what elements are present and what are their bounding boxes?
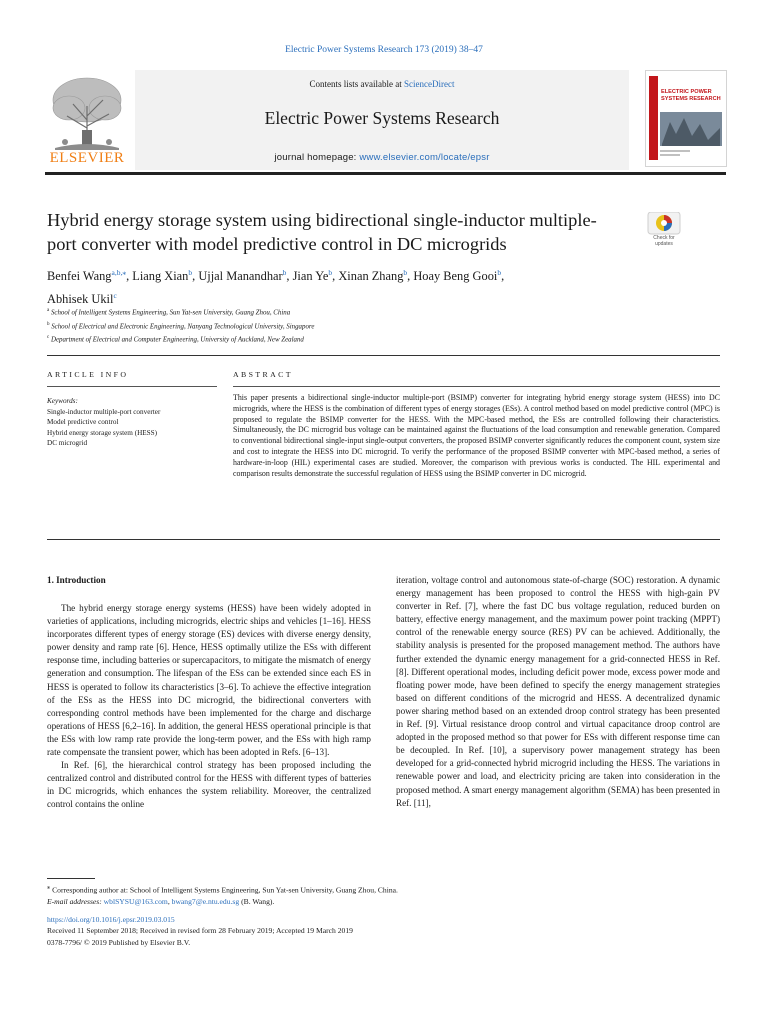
affiliation-item	[47, 319, 697, 333]
author-name[interactable]: Xinan Zhang	[338, 269, 404, 284]
article-info-rule	[47, 386, 217, 387]
author-name[interactable]: Hoay Beng Gooi	[413, 269, 498, 284]
body-paragraph: In Ref. [6], the hierarchical control strategy has been proposed including the centralized control and distributed control for the HESS with different types of batteries in DC microgrids, which enhances the system reliability. Moreover, the centralized control contains the online	[47, 760, 371, 810]
affiliation-item	[47, 305, 697, 319]
homepage-label: journal homepage:	[274, 152, 360, 163]
email-owner: (B. Wang).	[241, 896, 275, 906]
author-list: Benfei Wang$^{a,b,⁎}$, Liang Xian$^b$, Ujjal Manandhar$^b$, Jian Ye$^b$, Xinan Zhang$^b$, Hoay Beng Gooi$^b$, Abhisek Ukil$^c$	[47, 268, 505, 307]
contents-prefix: Contents lists available at	[309, 79, 404, 89]
author-name[interactable]: Liang Xian	[132, 269, 189, 284]
abstract-bottom-divider	[47, 539, 720, 540]
keywords-block	[47, 396, 222, 449]
email-link[interactable]: bwang7@e.ntu.edu.sg	[171, 896, 240, 906]
corresponding-author-text: Corresponding author at: School of Intelligent Systems Engineering, Sun Yat-sen University, Guang Zhou, China.	[52, 885, 398, 895]
cover-title-line: SYSTEMS RESEARCH	[661, 95, 721, 102]
doi-link[interactable]: https://doi.org/10.1016/j.epsr.2019.03.015	[47, 915, 175, 924]
corresponding-mark: ⁎	[47, 884, 51, 891]
affiliation-mark: b	[47, 321, 50, 327]
copyright-line: 0378-7796/ © 2019 Published by Elsevier B.V.	[47, 937, 191, 947]
author-name[interactable]: Jian Ye	[292, 269, 329, 284]
homepage-link[interactable]: www.elsevier.com/locate/epsr	[359, 152, 490, 163]
abstract-text: This paper presents a bidirectional single-inductor multiple-port (BSIMP) converter for integrating hybrid energy storage system (HESS) into DC microgrids, where the HESS is the combination of different types of energy storages (ESs). A control method based on model predictive control (MPC) is proposed to regulate the BSIMP converter for the HESS. With the MPC-based method, the ESs are controlled following their characteristics. Simultaneously, the DC microgrid bus voltage can be maintained against the fluctuations of the load consumption and renewable generation. Compared to conventional bidirectional single-input single-output converters, the proposed BSIMP converter significantly reduces the component count, system size and cost to integrate the HESS into DC microgrid. To verify the performance of the proposed BSIMP converter with MPC-based method, a series of hardware-in-loop (HIL) experimental cases are studied. Moreover, the comparison with previous works is conducted. The HIL experimental and comparison results demonstrate the successful regulation of HESS using the BSIMP converter in DC microgrid.	[233, 393, 720, 478]
author-affiliation-mark[interactable]: b	[403, 268, 408, 277]
received-dates: Received 11 September 2018; Received in revised form 28 February 2019; Accepted 19 March 2019	[47, 926, 353, 936]
keyword-item: DC microgrid	[47, 439, 88, 448]
journal-citation[interactable]: Electric Power Systems Research 173 (2019) 38–47	[285, 45, 483, 55]
elsevier-wordmark: ELSEVIER	[49, 150, 125, 166]
keyword-item: Single-inductor multiple-port converter	[47, 407, 161, 416]
affiliation-text: School of Intelligent Systems Engineering, Sun Yat-sen University, Guang Zhou, China	[50, 309, 291, 317]
check-for-updates-label	[644, 236, 684, 247]
author-name[interactable]: Benfei Wang	[47, 269, 112, 284]
author-affiliation-mark[interactable]: b	[282, 268, 287, 277]
affiliation-mark: c	[47, 335, 50, 341]
abstract-heading: ABSTRACT	[233, 370, 293, 379]
affiliation-item	[47, 332, 697, 346]
affiliation-mark: a	[47, 308, 50, 313]
affiliation-text: Department of Electrical and Computer Engineering, University of Auckland, New Zealand	[50, 336, 304, 344]
footnote-rule	[47, 878, 95, 879]
article-info-heading: ARTICLE INFO	[47, 370, 129, 379]
author-affiliation-mark[interactable]: a,b,⁎	[111, 268, 127, 277]
body-paragraph: iteration, voltage control and autonomous state-of-charge (SOC) restoration. A dynamic energy management has been proposed to control the HESS with high-gain PV converter in Ref. [7], where the fast DC bus voltage regulation, reduced burden on battery, effective energy management, and the maximum power point tracking (MPPT) control of the renewable energy source (RES) PV can be achieved. Additionally, the stability analysis is presented for the proposed management method. The authors have further extended the dynamic energy management for a grid-connected HESS in Ref. [8]. Different operational modes, including deficit power mode, excess power mode and floating power mode, have been defined to specify the energy management strategies based on different conditions of the microgrid and HESS. A decentralized dynamic power sharing method based on an extended droop control strategy has been presented in Ref. [9]. Virtual resistance droop control and virtual capacitance droop control are adopted in the proposed method so that power for ESs with different response time can be decoupled. In Ref. [10], a supervisory power management strategy has been developed for a grid-connected hybrid microgrid including the HESS. The variations in renewable power and load, and electricity pricing are taken into consideration in the proposed method. A smart energy management algorithm (SEMA) has been presented in Ref. [11],	[396, 575, 720, 808]
author-affiliation-mark[interactable]: b	[328, 268, 333, 277]
email-line	[47, 896, 697, 907]
journal-cover-art-icon	[648, 74, 724, 162]
email-link[interactable]: wblSYSU@163.com	[103, 896, 168, 906]
keyword-item: Hybrid energy storage system (HESS)	[47, 428, 158, 437]
corresponding-author-footnote	[47, 882, 697, 907]
affiliation-divider	[47, 355, 720, 356]
abstract-rule	[233, 386, 720, 387]
crossmark-label-line: updates	[655, 240, 673, 247]
masthead-divider	[45, 172, 726, 175]
email-separator: ,	[167, 896, 170, 906]
corresponding-author-line	[47, 882, 697, 896]
body-column-right	[396, 574, 720, 810]
affiliation-list	[47, 305, 697, 346]
keywords-label: Keywords:	[47, 397, 78, 405]
author-affiliation-mark[interactable]: c	[113, 291, 117, 301]
body-column-left	[47, 602, 371, 812]
crossmark-label-line: Check for	[653, 235, 675, 241]
cover-title-line: ELECTRIC POWER	[661, 89, 712, 95]
journal-title: Electric Power Systems Research	[264, 108, 500, 128]
body-paragraph: The hybrid energy storage energy systems (HESS) have been widely adopted in varieties of applications, including microgrids, electric ships and vehicles [1–16]. HESS incorporates different types of energy storage (ES) devices with diverse energy density, power density and ramp rate [6]. Hence, HESS optimally utilize the ESs with different response time, including batteries or supercapacitors, to mitigate the mismatch of energy generation and consumption. The lifespan of the ESs can be extended since each ES in HESS is operated to follow its characteristics [3–6]. To achieve the effective integration of the ESs as the HESS into DC microgrid, the bidirectional converters with corresponding control methods have been implemented for the charge and discharge operations of HESS [6,2–16]. In addition, the general HESS operational principle is that the ESs with low ramp rate provide the long-term power, and the ESs with high ramp rate compensate the transient power, which has been adopted in Refs. [6–13].	[47, 603, 371, 758]
author-name[interactable]: Ujjal Manandhar	[198, 269, 283, 284]
publication-info	[47, 914, 697, 948]
keyword-item: Model predictive control	[47, 418, 119, 427]
sciencedirect-link[interactable]: ScienceDirect	[404, 79, 455, 89]
article-title: Hybrid energy storage system using bidirectional single-inductor multiple-port converter with model predictive control in DC microgrids	[47, 210, 597, 254]
cover-title	[661, 89, 723, 102]
affiliation-text: School of Electrical and Electronic Engineering, Nanyang Technological University, Singapore	[51, 322, 315, 330]
journal-homepage	[135, 152, 629, 163]
contents-line	[135, 79, 629, 89]
email-label: E-mail addresses:	[47, 896, 102, 906]
author-affiliation-mark[interactable]: b	[497, 268, 502, 277]
author-affiliation-mark[interactable]: b	[188, 268, 193, 277]
introduction-heading: 1. Introduction	[47, 575, 106, 585]
author-name[interactable]: Abhisek Ukil	[47, 292, 114, 307]
